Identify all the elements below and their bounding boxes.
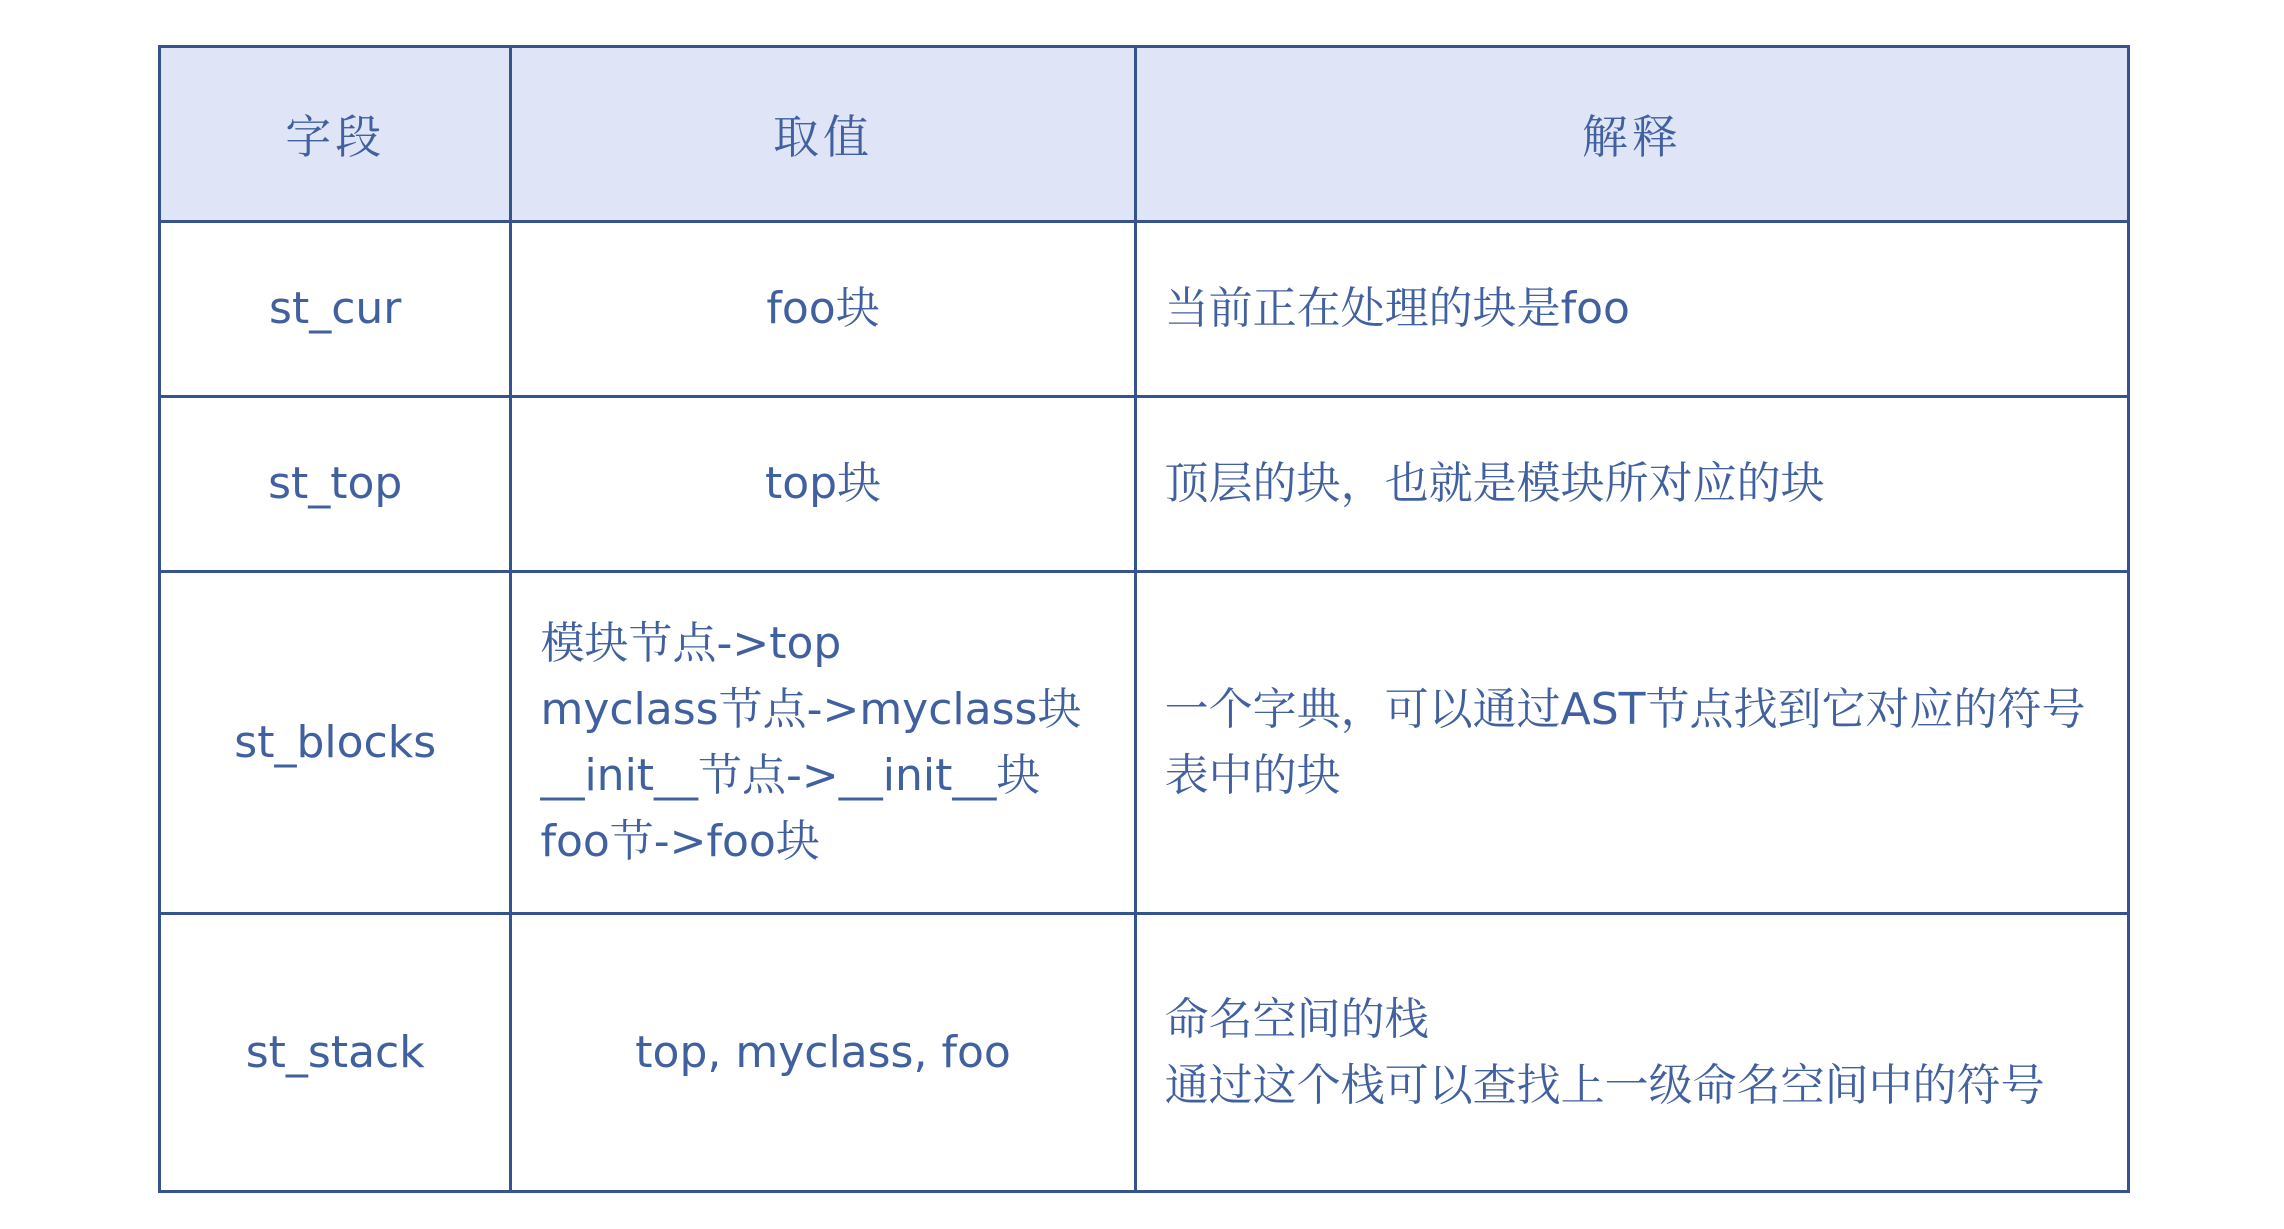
- explanation-cell: [1135, 222, 2128, 397]
- value-line: 模块节点->top: [540, 617, 842, 669]
- value-line: top, myclass, foo: [635, 1026, 1011, 1078]
- table-row: [160, 572, 2129, 914]
- field-cell: st_blocks: [160, 572, 511, 914]
- explanation-line: 通过这个栈可以查找上一级命名空间中的符号: [1164, 1059, 2045, 1111]
- explanation-cell: [1135, 572, 2128, 914]
- field-cell: st_stack: [160, 914, 511, 1192]
- field-cell: st_top: [160, 397, 511, 572]
- table-row: [160, 222, 2129, 397]
- explanation-line: 顶层的块，也就是模块所对应的块: [1164, 458, 1825, 509]
- value-line: top块: [764, 458, 882, 509]
- explanation-line: 当前正在处理的块是foo: [1164, 283, 1630, 334]
- explanation-cell: [1135, 397, 2128, 572]
- header-field: 字段: [160, 47, 511, 222]
- value-cell: [511, 222, 1135, 397]
- table-row: [160, 397, 2129, 572]
- header-value: 取值: [511, 47, 1135, 222]
- header-row: [160, 47, 2129, 222]
- symtable-fields-table: [158, 45, 2130, 1193]
- value-cell: [511, 914, 1135, 1192]
- value-line: foo节->foo块: [540, 815, 820, 867]
- value-line: myclass节点->myclass块: [540, 683, 1082, 735]
- table-row: [160, 914, 2129, 1192]
- value-cell: [511, 397, 1135, 572]
- value-line: foo块: [766, 283, 880, 334]
- value-line: __init__节点->__init__块: [540, 749, 1041, 801]
- explanation-cell: [1135, 914, 2128, 1192]
- value-cell: [511, 572, 1135, 914]
- field-cell: st_cur: [160, 222, 511, 397]
- explanation-line: 命名空间的栈: [1164, 993, 1429, 1045]
- explanation-line: 一个字典，可以通过AST节点找到它对应的符号表中的块: [1164, 683, 2086, 801]
- header-explanation: 解释: [1135, 47, 2128, 222]
